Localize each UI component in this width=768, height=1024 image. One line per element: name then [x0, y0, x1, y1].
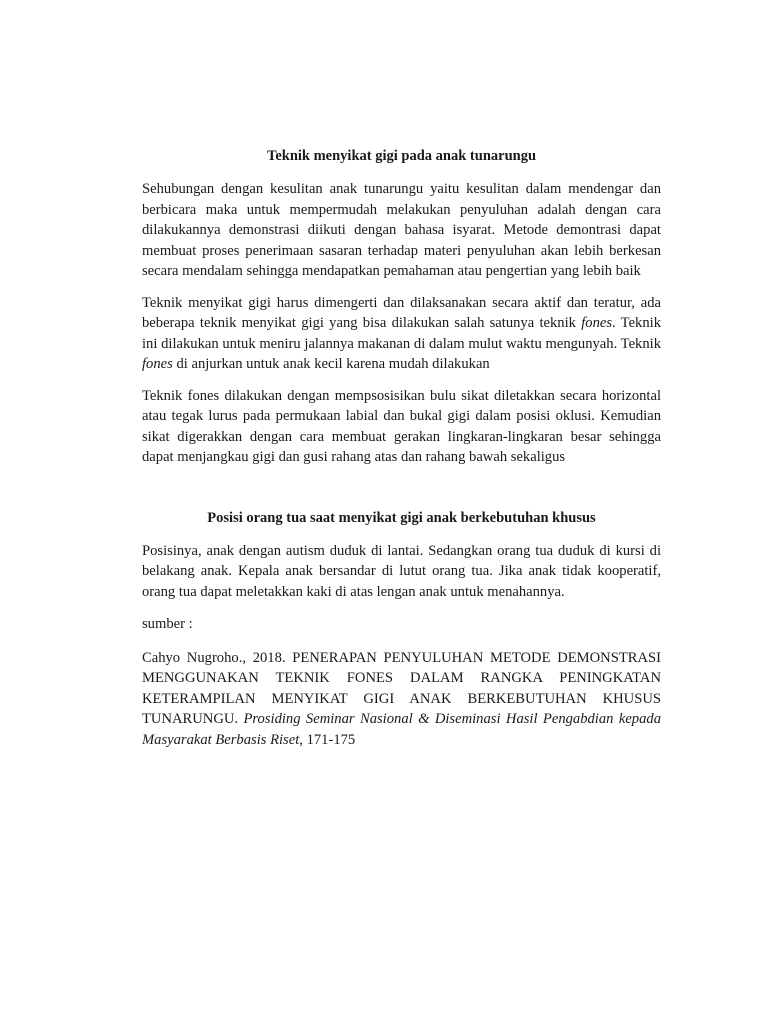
- reference-text: Cahyo Nugroho., 2018. PENERAPAN PENYULUHAN METODE DEMONSTRASI MENGGUNAKAN TEKNIK FONES DALAM RANGKA PENINGKATAN KETERAMPILAN MENYIKAT GIGI ANAK BERKEBUTUHAN KHUSUS TUNARUNGU.: [142, 649, 661, 727]
- italic-term: fones: [581, 315, 613, 331]
- paragraph: Posisinya, anak dengan autism duduk di lantai. Sedangkan orang tua duduk di kursi di belakang anak. Kepala anak bersandar di lutut orang tua. Jika anak tidak kooperatif, orang tua dapat meletakkan kaki di atas lengan anak untuk menahannya.: [142, 542, 661, 600]
- section-toothbrushing-technique: [142, 146, 661, 468]
- reference-journal: Prosiding Seminar Nasional & Diseminasi Hasil Pengabdian kepada Masyarakat Berbasis Riset,: [142, 711, 661, 748]
- reference-pages: 171-175: [302, 731, 356, 748]
- paragraph: [142, 293, 661, 375]
- text-run: di anjurkan untuk anak kecil karena mudah dilakukan: [172, 356, 490, 372]
- section-title: Teknik menyikat gigi pada anak tunarungu: [266, 148, 537, 164]
- paragraph: Sehubungan dengan kesulitan anak tunarungu yaitu kesulitan dalam mendengar dan berbicara maka untuk mempermudah melakukan penyuluhan adalah dengan cara dilakukannya demonstrasi diikuti dengan bahasa isyarat. Metode demontrasi dapat membuat proses penerimaan sasaran terhadap materi penyuluhan akan lebih berkesan secara mendalam sehingga mendapatkan pemahaman atau pengertian yang lebih baik: [142, 181, 661, 279]
- source-section: [142, 614, 661, 750]
- source-label: sumber :: [142, 616, 193, 632]
- section-parent-position: [142, 508, 661, 603]
- paragraph: Teknik fones dilakukan dengan mempsosisikan bulu sikat diletakkan secara horizontal atau tegak lurus pada permukaan labial dan bukal gigi dalam posisi oklusi. Kemudian sikat digerakkan dengan cara membuat gerakan lingkaran-lingkaran besar sehingga dapat menjangkau gigi dan gusi rahang atas dan rahang bawah sekaligus: [142, 387, 661, 465]
- italic-term: fones: [142, 356, 173, 372]
- text-run: . Teknik ini dilakukan untuk meniru jalannya makanan di dalam mulut waktu mengunyah. Teknik: [142, 315, 661, 352]
- reference-entry: [142, 648, 661, 751]
- section-title: Posisi orang tua saat menyikat gigi anak berkebutuhan khusus: [207, 509, 596, 526]
- text-column: [142, 146, 661, 750]
- text-run: Teknik menyikat gigi harus dimengerti dan dilaksanakan secara aktif dan teratur, ada beberapa teknik menyikat gigi yang bisa dilakukan salah satunya teknik: [142, 294, 661, 331]
